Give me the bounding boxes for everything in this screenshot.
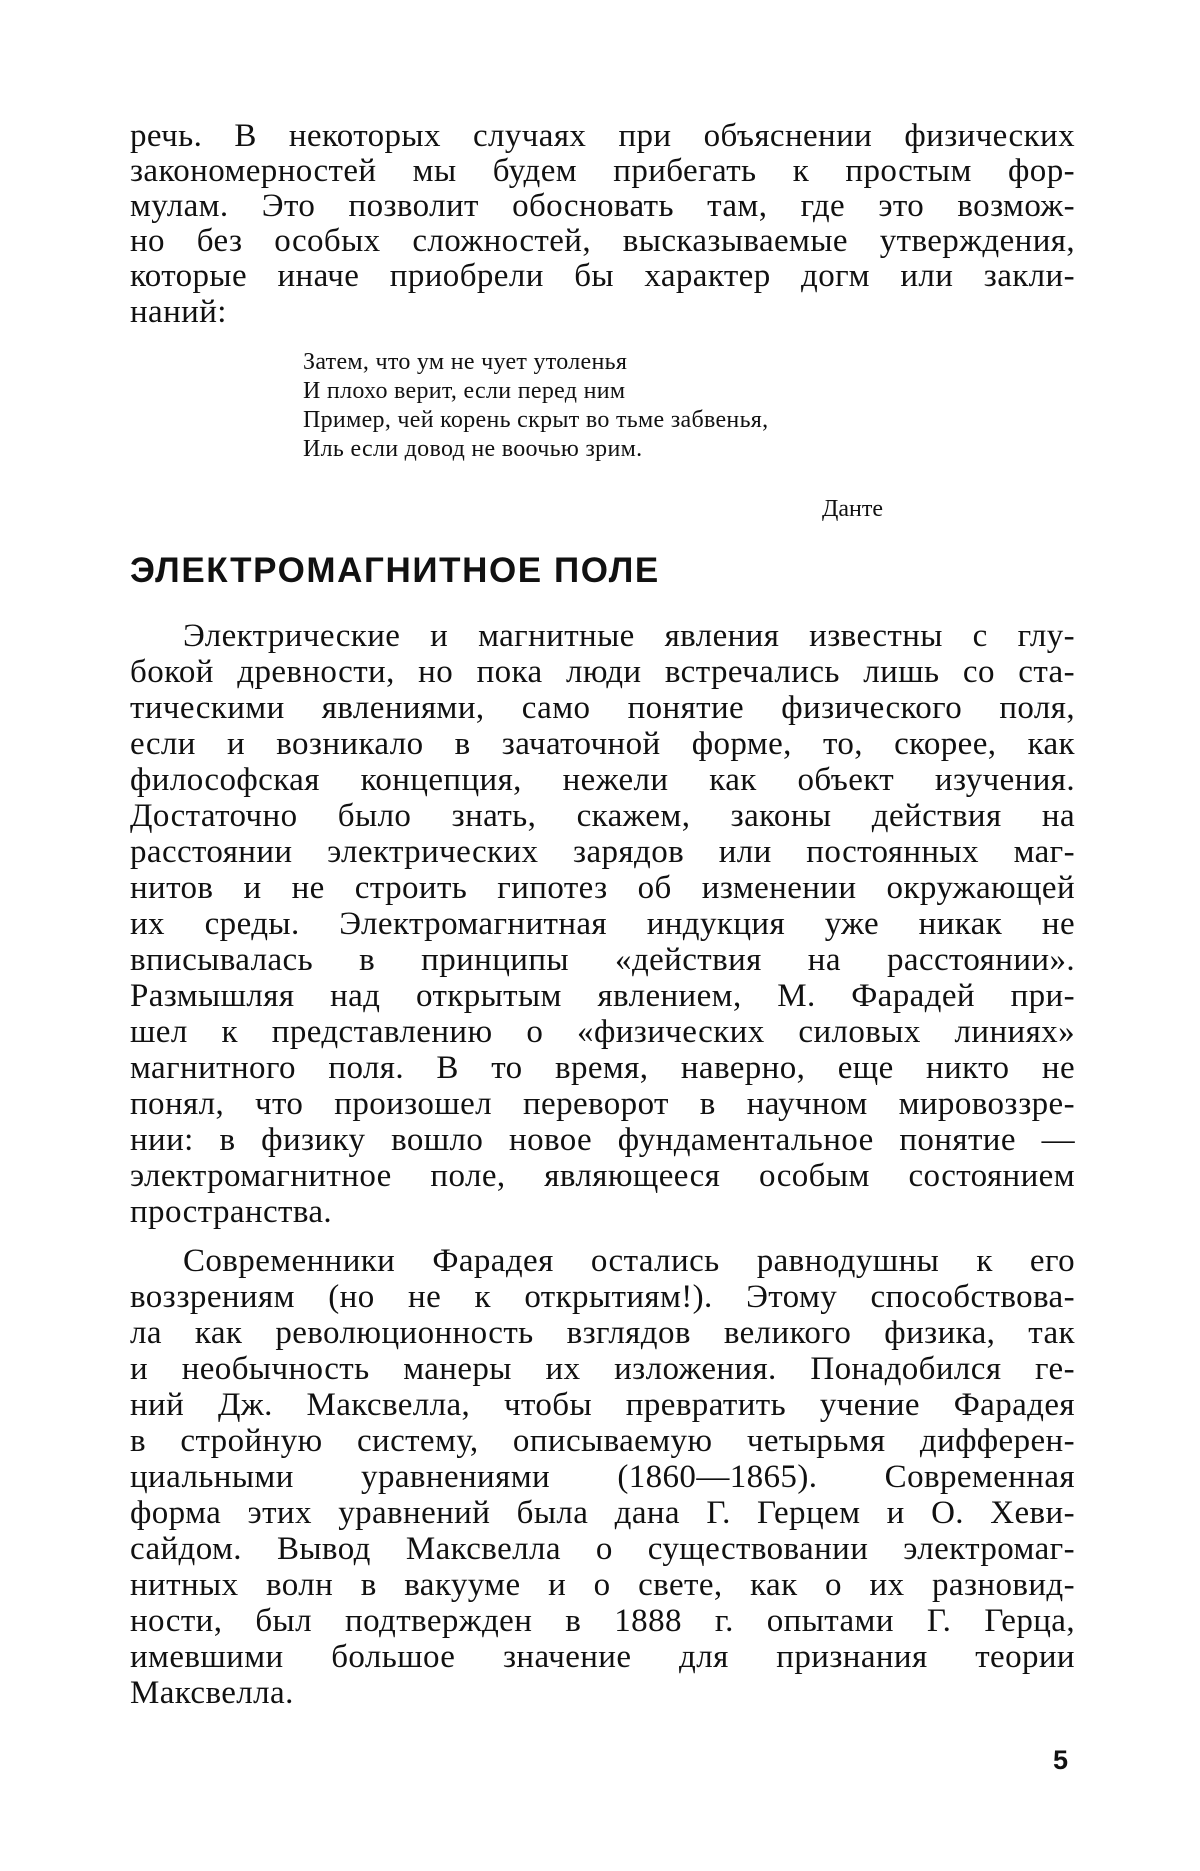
text-line: Современники Фарадея остались равнодушны к его: [183, 1243, 1075, 1279]
epigraph-line: И плохо верит, если перед ним: [303, 378, 626, 404]
text-line: имевшими большое значение для признания теории: [130, 1639, 1075, 1675]
text-line: Размышляя над открытым явлением, М. Фарадей при-: [130, 978, 1075, 1014]
text-line: воззрениям (но не к открытиям!). Этому способствова-: [130, 1279, 1075, 1315]
text-line: шел к представлению о «физических силовых линиях»: [130, 1014, 1075, 1050]
text-line: сайдом. Вывод Максвелла о существовании электромаг-: [130, 1531, 1075, 1567]
text-line: и необычность манеры их изложения. Понадобился ге-: [130, 1351, 1075, 1387]
text-line: которые иначе приобрели бы характер догм или закли-: [130, 258, 1075, 294]
text-line: философская концепция, нежели как объект изучения.: [130, 762, 1075, 798]
text-line: нитных волн в вакууме и о свете, как о их разновид-: [130, 1567, 1075, 1603]
text-line: вписывалась в принципы «действия на расстоянии».: [130, 942, 1075, 978]
epigraph-line: Затем, что ум не чует утоленья: [303, 349, 628, 375]
text-line: циальными уравнениями (1860—1865). Современная: [130, 1459, 1075, 1495]
text-line: Достаточно было знать, скажем, законы действия на: [130, 798, 1075, 834]
text-line: пространства.: [130, 1194, 333, 1230]
text-line: бокой древности, но пока люди встречались лишь со ста-: [130, 654, 1075, 690]
text-line: нитов и не строить гипотез об изменении окружающей: [130, 870, 1075, 906]
page-number: 5: [1053, 1745, 1069, 1775]
text-line: наний:: [130, 294, 227, 330]
text-line: но без особых сложностей, высказываемые утверждения,: [130, 223, 1075, 259]
section-heading: ЭЛЕКТРОМАГНИТНОЕ ПОЛЕ: [130, 551, 660, 590]
text-line: если и возникало в зачаточной форме, то, скорее, как: [130, 726, 1075, 762]
epigraph-line: Иль если довод не воочью зрим.: [303, 436, 643, 462]
text-line: электромагнитное поле, являющееся особым состоянием: [130, 1158, 1075, 1194]
text-line: тическими явлениями, само понятие физического поля,: [130, 690, 1075, 726]
text-line: мулам. Это позволит обосновать там, где это возмож-: [130, 188, 1075, 224]
epigraph-line: Пример, чей корень скрыт во тьме забвенья,: [303, 407, 769, 433]
text-line: форма этих уравнений была дана Г. Герцем и О. Хеви-: [130, 1495, 1075, 1531]
text-line: Максвелла.: [130, 1675, 294, 1711]
text-line: нии: в физику вошло новое фундаментальное понятие —: [130, 1122, 1075, 1158]
text-line: Электрические и магнитные явления известны с глу-: [183, 618, 1075, 654]
text-line: их среды. Электромагнитная индукция уже никак не: [130, 906, 1075, 942]
text-line: ла как революционность взглядов великого физика, так: [130, 1315, 1075, 1351]
text-line: расстоянии электрических зарядов или постоянных маг-: [130, 834, 1075, 870]
epigraph-author: Данте: [822, 496, 884, 522]
text-line: ний Дж. Максвелла, чтобы превратить учение Фарадея: [130, 1387, 1075, 1423]
text-line: в стройную систему, описываемую четырьмя дифферен-: [130, 1423, 1075, 1459]
text-line: закономерностей мы будем прибегать к простым фор-: [130, 153, 1075, 189]
text-line: ности, был подтвержден в 1888 г. опытами Г. Герца,: [130, 1603, 1075, 1639]
text-line: понял, что произошел переворот в научном мировоззре-: [130, 1086, 1075, 1122]
text-line: магнитного поля. В то время, наверно, еще никто не: [130, 1050, 1075, 1086]
text-line: речь. В некоторых случаях при объяснении физических: [130, 118, 1075, 154]
